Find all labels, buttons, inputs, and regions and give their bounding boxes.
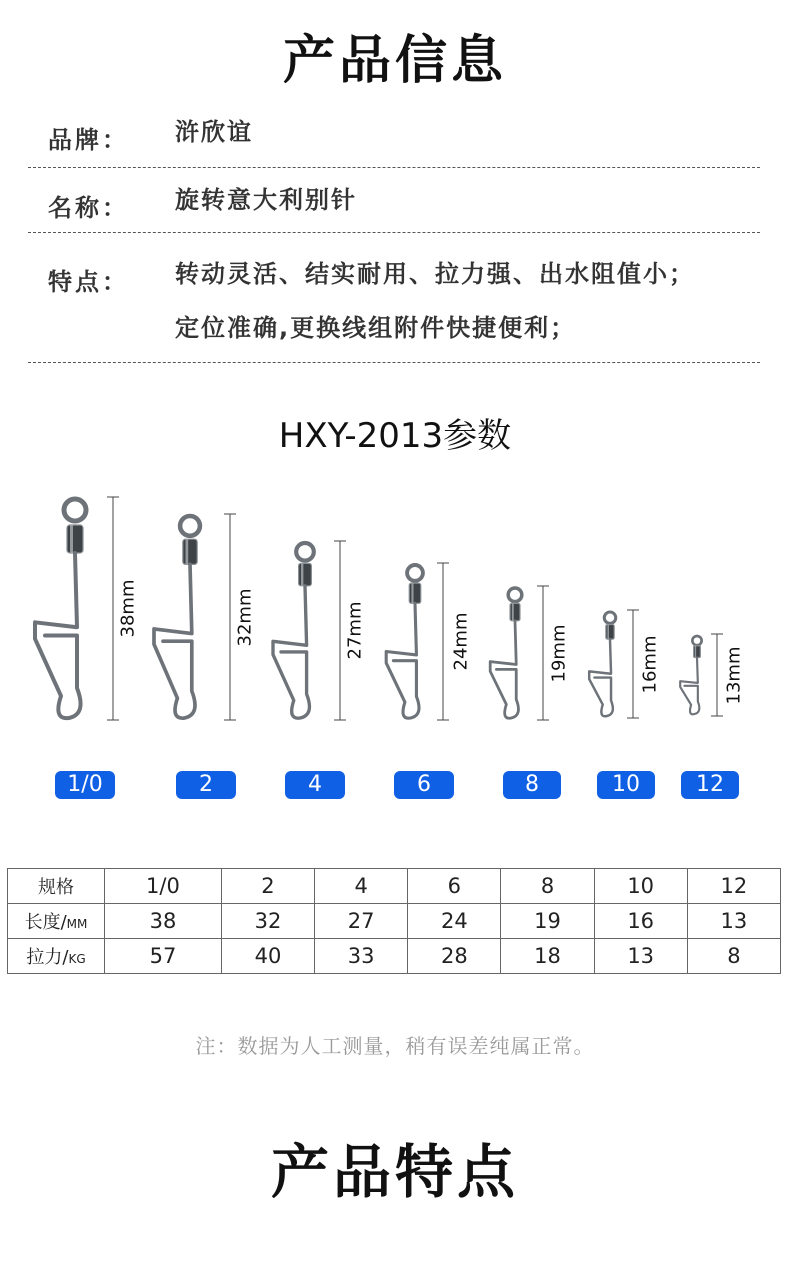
features-line: 转动灵活、结实耐用、拉力强、出水阻值小； <box>175 260 695 288</box>
table-cell: 1/0 <box>105 869 222 904</box>
table-cell: 8 <box>687 939 780 974</box>
snap-pin <box>273 543 314 718</box>
length-label: 27mm <box>344 601 366 660</box>
dimension-line <box>537 586 549 720</box>
length-label: 19mm <box>548 624 570 682</box>
snap-pin <box>680 636 701 714</box>
table-cell: 16 <box>594 904 687 939</box>
table-cell: 28 <box>408 939 501 974</box>
divider <box>28 167 760 168</box>
product-info-heading: 产品信息 <box>282 31 507 91</box>
name-label: 名称： <box>48 194 129 222</box>
table-row <box>8 869 781 904</box>
table-cell: 4 <box>315 869 408 904</box>
table-cell: 13 <box>594 939 687 974</box>
brand-value: 浒欣谊 <box>175 118 253 146</box>
snap-pin <box>154 516 200 718</box>
table-cell: 12 <box>687 869 780 904</box>
dimension-line <box>437 563 449 720</box>
snap-pin <box>589 612 616 716</box>
length-label: 32mm <box>234 588 256 646</box>
size-badge: 8 <box>503 771 561 799</box>
dimension-line <box>627 610 639 718</box>
snap-pin <box>35 499 86 718</box>
length-label: 16mm <box>639 635 661 693</box>
measurement-note: 注：数据为人工测量，稍有误差纯属正常。 <box>195 1034 595 1058</box>
size-badge: 10 <box>597 771 655 799</box>
length-label: 38mm <box>117 579 139 638</box>
row-header: 长度/MM <box>8 904 105 939</box>
snap-pin <box>490 588 522 718</box>
table-cell: 18 <box>501 939 594 974</box>
brand-label: 品牌： <box>48 126 129 154</box>
length-label: 24mm <box>450 612 472 671</box>
table-cell: 6 <box>408 869 501 904</box>
dimension-line <box>711 634 723 716</box>
table-cell: 2 <box>221 869 314 904</box>
table-cell: 33 <box>315 939 408 974</box>
size-badge: 4 <box>285 771 345 799</box>
table-cell: 8 <box>501 869 594 904</box>
table-row <box>8 904 781 939</box>
snap-pin <box>386 565 423 718</box>
size-badge: 2 <box>176 771 236 799</box>
spec-table <box>7 868 781 974</box>
table-cell: 40 <box>221 939 314 974</box>
table-cell: 13 <box>687 904 780 939</box>
divider <box>28 362 760 363</box>
table-row <box>8 939 781 974</box>
size-badge: 6 <box>394 771 454 799</box>
unit: KG <box>68 952 86 966</box>
unit: MM <box>66 917 88 931</box>
table-cell: 27 <box>315 904 408 939</box>
name-value: 旋转意大利别针 <box>175 186 357 214</box>
table-cell: 24 <box>408 904 501 939</box>
table-cell: 38 <box>105 904 222 939</box>
table-cell: 57 <box>105 939 222 974</box>
divider <box>28 232 760 233</box>
table-cell: 10 <box>594 869 687 904</box>
table-cell: 32 <box>221 904 314 939</box>
features-line: 定位准确,更换线组附件快捷便利； <box>175 314 577 342</box>
features-value <box>175 250 760 352</box>
params-title: HXY-2013参数 <box>278 416 512 456</box>
table-cell: 19 <box>501 904 594 939</box>
row-header: 拉力/KG <box>8 939 105 974</box>
product-features-heading: 产品特点 <box>270 1138 519 1206</box>
size-badge: 12 <box>681 771 739 799</box>
size-badge: 1/0 <box>55 771 115 799</box>
length-label: 13mm <box>723 646 745 704</box>
features-label: 特点： <box>48 268 129 296</box>
row-header: 规格 <box>8 869 105 904</box>
